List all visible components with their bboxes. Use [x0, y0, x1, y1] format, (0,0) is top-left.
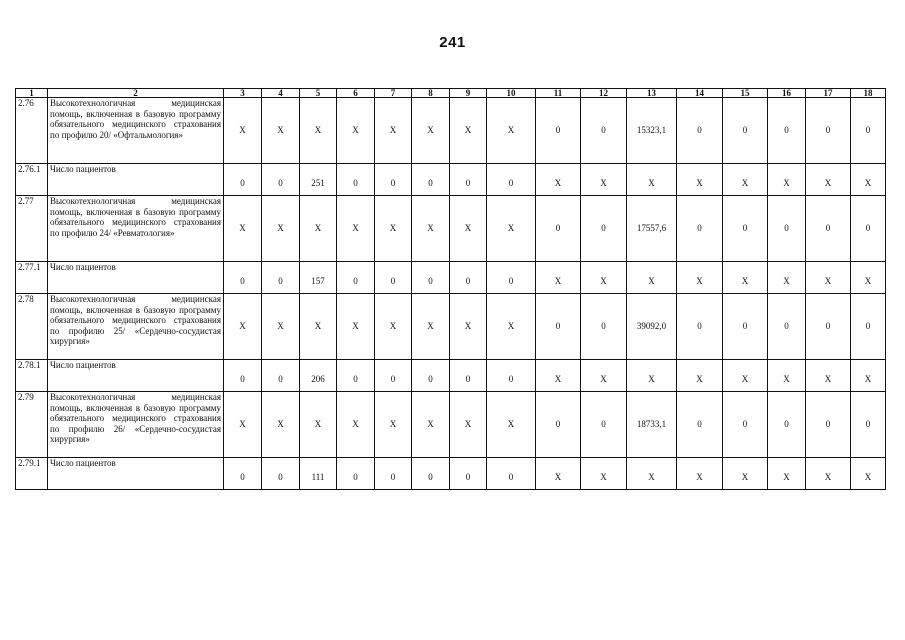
value-cell: X: [262, 392, 300, 458]
value-cell: 0: [450, 458, 487, 490]
value-cell: 0: [487, 164, 536, 196]
value-cell: X: [536, 360, 581, 392]
header-cell: 2: [48, 89, 224, 98]
value-cell: X: [412, 98, 450, 164]
row-code: 2.77.1: [16, 262, 48, 294]
value-cell: X: [677, 262, 723, 294]
value-cell: 0: [768, 98, 806, 164]
value-cell: 0: [806, 196, 851, 262]
header-cell: 1: [16, 89, 48, 98]
value-cell: 157: [300, 262, 337, 294]
value-cell: 0: [375, 360, 412, 392]
value-cell: X: [806, 164, 851, 196]
value-cell: X: [723, 360, 768, 392]
value-cell: X: [536, 164, 581, 196]
value-cell: X: [487, 196, 536, 262]
value-cell: 0: [723, 196, 768, 262]
value-cell: 0: [487, 262, 536, 294]
value-cell: 0: [851, 392, 886, 458]
table-row: [16, 360, 886, 392]
value-cell: 0: [806, 294, 851, 360]
value-cell: 0: [723, 98, 768, 164]
value-cell: X: [627, 164, 677, 196]
value-cell: 0: [337, 164, 375, 196]
value-cell: X: [224, 98, 262, 164]
row-description: [48, 392, 224, 458]
value-cell: 0: [851, 98, 886, 164]
value-cell: 0: [677, 196, 723, 262]
header-cell: 10: [487, 89, 536, 98]
header-cell: 15: [723, 89, 768, 98]
value-cell: 0: [677, 294, 723, 360]
row-description: [48, 294, 224, 360]
header-cell: 11: [536, 89, 581, 98]
value-cell: X: [487, 98, 536, 164]
value-cell: X: [412, 196, 450, 262]
table-row: [16, 262, 886, 294]
value-cell: X: [677, 164, 723, 196]
value-cell: 0: [581, 98, 627, 164]
table-row: [16, 458, 886, 490]
value-cell: X: [300, 294, 337, 360]
header-row: [16, 89, 886, 98]
value-cell: 0: [768, 196, 806, 262]
value-cell: X: [262, 294, 300, 360]
value-cell: X: [337, 392, 375, 458]
value-cell: 0: [677, 98, 723, 164]
data-table: [15, 88, 886, 490]
row-code: 2.79: [16, 392, 48, 458]
row-description-text: Высокотехнологичная медицинская помощь, включенная в базовую программу обязательного медицинского страхования по профилю 24/ «Ревматология»: [50, 196, 221, 238]
value-cell: X: [723, 262, 768, 294]
value-cell: 0: [337, 360, 375, 392]
value-cell: X: [536, 262, 581, 294]
value-cell: X: [581, 164, 627, 196]
value-cell: 0: [487, 458, 536, 490]
value-cell: 0: [412, 164, 450, 196]
value-cell: X: [300, 196, 337, 262]
value-cell: X: [536, 458, 581, 490]
row-description: [48, 164, 224, 196]
value-cell: 0: [337, 262, 375, 294]
value-cell: 0: [806, 98, 851, 164]
value-cell: X: [450, 98, 487, 164]
value-cell: X: [224, 392, 262, 458]
header-cell: 8: [412, 89, 450, 98]
value-cell: 0: [450, 262, 487, 294]
value-cell: 0: [450, 360, 487, 392]
value-cell: 0: [806, 392, 851, 458]
header-cell: 17: [806, 89, 851, 98]
table-row: [16, 294, 886, 360]
value-cell: X: [768, 458, 806, 490]
header-cell: 5: [300, 89, 337, 98]
value-cell: X: [450, 392, 487, 458]
value-cell: 0: [536, 294, 581, 360]
value-cell: 0: [536, 98, 581, 164]
value-cell: X: [450, 196, 487, 262]
table-row: [16, 164, 886, 196]
value-cell: 0: [768, 392, 806, 458]
value-cell: X: [224, 294, 262, 360]
row-code: 2.76: [16, 98, 48, 164]
value-cell: X: [375, 392, 412, 458]
row-code: 2.79.1: [16, 458, 48, 490]
value-cell: 18733,1: [627, 392, 677, 458]
table-row: [16, 98, 886, 164]
value-cell: X: [851, 164, 886, 196]
value-cell: X: [851, 458, 886, 490]
row-description: [48, 458, 224, 490]
value-cell: 0: [262, 164, 300, 196]
value-cell: X: [723, 164, 768, 196]
row-description: [48, 262, 224, 294]
value-cell: X: [375, 294, 412, 360]
value-cell: X: [806, 360, 851, 392]
table-row: [16, 392, 886, 458]
value-cell: X: [581, 360, 627, 392]
value-cell: X: [851, 360, 886, 392]
value-cell: X: [627, 360, 677, 392]
row-description-text: Число пациентов: [50, 262, 116, 272]
value-cell: 0: [412, 458, 450, 490]
value-cell: 0: [262, 360, 300, 392]
row-code: 2.78.1: [16, 360, 48, 392]
value-cell: 0: [536, 196, 581, 262]
value-cell: X: [300, 98, 337, 164]
value-cell: 0: [723, 294, 768, 360]
row-description: [48, 98, 224, 164]
value-cell: X: [487, 294, 536, 360]
header-cell: 16: [768, 89, 806, 98]
value-cell: 0: [581, 294, 627, 360]
value-cell: X: [677, 360, 723, 392]
value-cell: X: [627, 458, 677, 490]
header-cell: 6: [337, 89, 375, 98]
value-cell: X: [768, 164, 806, 196]
value-cell: X: [677, 458, 723, 490]
value-cell: X: [768, 262, 806, 294]
value-cell: X: [487, 392, 536, 458]
row-description-text: Число пациентов: [50, 458, 116, 468]
value-cell: 0: [224, 458, 262, 490]
row-description-text: Число пациентов: [50, 164, 116, 174]
row-description-text: Высокотехнологичная медицинская помощь, включенная в базовую программу обязательного медицинского страхования по профилю 25/ «Сердечно-сосудистая хирургия»: [50, 294, 221, 346]
value-cell: X: [581, 458, 627, 490]
header-cell: 9: [450, 89, 487, 98]
header-cell: 3: [224, 89, 262, 98]
value-cell: 0: [375, 164, 412, 196]
row-description: [48, 360, 224, 392]
header-cell: 4: [262, 89, 300, 98]
value-cell: 206: [300, 360, 337, 392]
header-cell: 18: [851, 89, 886, 98]
value-cell: 0: [262, 458, 300, 490]
value-cell: X: [806, 262, 851, 294]
value-cell: X: [806, 458, 851, 490]
value-cell: 0: [375, 458, 412, 490]
value-cell: 0: [581, 392, 627, 458]
value-cell: X: [412, 392, 450, 458]
row-code: 2.78: [16, 294, 48, 360]
value-cell: 0: [536, 392, 581, 458]
value-cell: 0: [412, 262, 450, 294]
value-cell: X: [412, 294, 450, 360]
value-cell: 0: [375, 262, 412, 294]
value-cell: 0: [262, 262, 300, 294]
value-cell: X: [262, 196, 300, 262]
value-cell: 0: [412, 360, 450, 392]
value-cell: 0: [677, 392, 723, 458]
value-cell: 0: [450, 164, 487, 196]
table-body: [16, 98, 886, 490]
value-cell: 0: [224, 360, 262, 392]
row-description: [48, 196, 224, 262]
value-cell: 0: [487, 360, 536, 392]
value-cell: 0: [723, 392, 768, 458]
row-description-text: Высокотехнологичная медицинская помощь, включенная в базовую программу обязательного медицинского страхования по профилю 20/ «Офтальмология»: [50, 98, 221, 140]
value-cell: X: [337, 98, 375, 164]
value-cell: 0: [224, 164, 262, 196]
value-cell: X: [300, 392, 337, 458]
header-cell: 14: [677, 89, 723, 98]
value-cell: 251: [300, 164, 337, 196]
value-cell: X: [768, 360, 806, 392]
row-code: 2.76.1: [16, 164, 48, 196]
value-cell: X: [262, 98, 300, 164]
value-cell: X: [851, 262, 886, 294]
page-number: 241: [439, 34, 466, 51]
value-cell: 39092,0: [627, 294, 677, 360]
value-cell: 0: [851, 294, 886, 360]
value-cell: X: [450, 294, 487, 360]
value-cell: 0: [337, 458, 375, 490]
value-cell: X: [375, 196, 412, 262]
value-cell: 0: [581, 196, 627, 262]
value-cell: X: [581, 262, 627, 294]
value-cell: X: [337, 294, 375, 360]
value-cell: X: [337, 196, 375, 262]
header-cell: 12: [581, 89, 627, 98]
value-cell: X: [627, 262, 677, 294]
value-cell: 0: [224, 262, 262, 294]
row-description-text: Число пациентов: [50, 360, 116, 370]
value-cell: 0: [768, 294, 806, 360]
value-cell: 17557,6: [627, 196, 677, 262]
header-cell: 13: [627, 89, 677, 98]
value-cell: X: [723, 458, 768, 490]
value-cell: 0: [851, 196, 886, 262]
value-cell: X: [224, 196, 262, 262]
value-cell: 111: [300, 458, 337, 490]
header-cell: 7: [375, 89, 412, 98]
value-cell: 15323,1: [627, 98, 677, 164]
row-code: 2.77: [16, 196, 48, 262]
row-description-text: Высокотехнологичная медицинская помощь, включенная в базовую программу обязательного медицинского страхования по профилю 26/ «Сердечно-сосудистая хирургия»: [50, 392, 221, 444]
table-row: [16, 196, 886, 262]
value-cell: X: [375, 98, 412, 164]
